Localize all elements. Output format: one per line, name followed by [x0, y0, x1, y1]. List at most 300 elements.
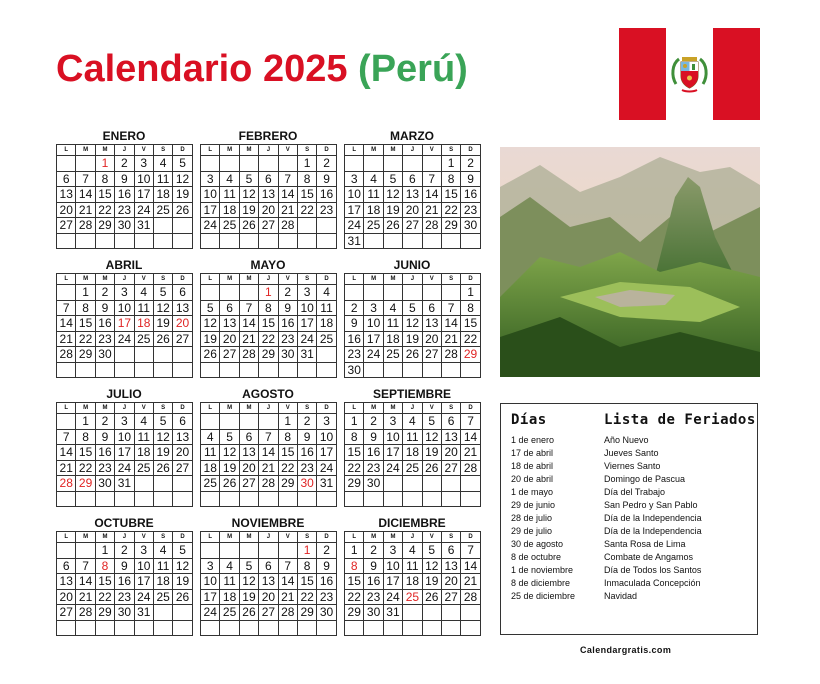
day-cell: 23 — [461, 203, 480, 219]
weekday-header: L — [57, 403, 76, 414]
day-cell: 21 — [240, 332, 259, 348]
day-cell: 6 — [240, 430, 259, 446]
weekday-header: M — [76, 274, 95, 285]
holiday-name: Día de la Independencia — [604, 526, 702, 536]
day-cell: 9 — [345, 316, 364, 332]
weekday-header: M — [364, 145, 383, 156]
holiday-day-cell: 28 — [57, 476, 76, 492]
day-cell: 7 — [259, 430, 278, 446]
day-cell: 5 — [154, 285, 173, 301]
weekday-header: J — [115, 274, 134, 285]
month-name: ENERO — [102, 129, 146, 143]
day-cell: 27 — [423, 347, 442, 363]
weekday-header: S — [442, 274, 461, 285]
empty-day-cell — [298, 234, 317, 250]
day-cell: 9 — [298, 430, 317, 446]
month-calendar — [344, 386, 480, 507]
day-cell: 24 — [201, 218, 220, 234]
weekday-header: V — [135, 532, 154, 543]
day-cell: 26 — [384, 218, 403, 234]
day-cell: 12 — [403, 316, 422, 332]
empty-day-cell — [220, 492, 239, 508]
holiday-date: 17 de abril — [511, 448, 554, 458]
day-cell: 20 — [240, 461, 259, 477]
day-cell: 25 — [135, 332, 154, 348]
day-cell: 2 — [96, 285, 115, 301]
weekday-header: D — [461, 274, 480, 285]
weekday-header: D — [461, 145, 480, 156]
day-cell: 3 — [115, 285, 134, 301]
day-cell: 13 — [259, 574, 278, 590]
day-cell: 7 — [57, 301, 76, 317]
day-cell: 23 — [298, 461, 317, 477]
day-cell: 20 — [442, 445, 461, 461]
day-cell: 11 — [154, 559, 173, 575]
day-cell: 10 — [384, 559, 403, 575]
holiday-date: 1 de noviembre — [511, 565, 574, 575]
day-cell: 23 — [317, 590, 336, 606]
day-cell: 16 — [317, 187, 336, 203]
day-cell: 6 — [442, 543, 461, 559]
day-cell: 11 — [403, 559, 422, 575]
weekday-header: J — [259, 274, 278, 285]
day-cell: 4 — [135, 285, 154, 301]
day-cell: 11 — [364, 187, 383, 203]
empty-day-cell — [403, 492, 422, 508]
month-name: AGOSTO — [242, 387, 294, 401]
day-cell: 20 — [220, 332, 239, 348]
day-cell: 8 — [259, 301, 278, 317]
day-cell: 28 — [76, 218, 95, 234]
empty-day-cell — [76, 156, 95, 172]
empty-day-cell — [76, 234, 95, 250]
empty-day-cell — [317, 234, 336, 250]
day-cell: 24 — [345, 218, 364, 234]
day-cell: 31 — [115, 476, 134, 492]
day-cell: 4 — [384, 301, 403, 317]
holiday-day-cell: 29 — [461, 347, 480, 363]
empty-day-cell — [442, 492, 461, 508]
empty-day-cell — [240, 414, 259, 430]
weekday-header: J — [115, 532, 134, 543]
empty-day-cell — [173, 347, 192, 363]
day-cell: 15 — [96, 574, 115, 590]
month-grid — [344, 144, 481, 249]
weekday-header: L — [345, 403, 364, 414]
day-cell: 11 — [384, 316, 403, 332]
weekday-header: S — [442, 403, 461, 414]
weekday-header: L — [57, 145, 76, 156]
day-cell: 21 — [259, 461, 278, 477]
weekday-header: L — [57, 532, 76, 543]
day-cell: 22 — [442, 203, 461, 219]
month-name: ABRIL — [105, 258, 143, 272]
empty-day-cell — [115, 363, 134, 379]
weekday-header: M — [240, 145, 259, 156]
day-cell: 23 — [279, 332, 298, 348]
empty-day-cell — [345, 156, 364, 172]
day-cell: 1 — [461, 285, 480, 301]
day-cell: 13 — [57, 574, 76, 590]
day-cell: 30 — [345, 363, 364, 379]
holiday-date: 29 de julio — [511, 526, 553, 536]
weekday-header: S — [154, 274, 173, 285]
day-cell: 25 — [154, 203, 173, 219]
day-cell: 20 — [259, 590, 278, 606]
empty-day-cell — [135, 476, 154, 492]
day-cell: 14 — [461, 559, 480, 575]
day-cell: 15 — [96, 187, 115, 203]
holiday-date: 1 de mayo — [511, 487, 554, 497]
day-cell: 26 — [173, 590, 192, 606]
day-cell: 28 — [57, 347, 76, 363]
day-cell: 1 — [345, 414, 364, 430]
day-cell: 9 — [317, 559, 336, 575]
weekday-header: D — [173, 532, 192, 543]
day-cell: 28 — [442, 347, 461, 363]
holiday-day-cell: 29 — [76, 476, 95, 492]
day-cell: 17 — [135, 187, 154, 203]
day-cell: 29 — [298, 605, 317, 621]
day-cell: 19 — [403, 332, 422, 348]
day-cell: 4 — [220, 172, 239, 188]
day-cell: 22 — [298, 203, 317, 219]
month-calendar — [56, 257, 192, 378]
weekday-header: L — [201, 532, 220, 543]
day-cell: 16 — [279, 316, 298, 332]
day-cell: 18 — [403, 574, 422, 590]
empty-day-cell — [135, 492, 154, 508]
holiday-day-cell: 8 — [345, 559, 364, 575]
day-cell: 9 — [461, 172, 480, 188]
month-name: SEPTIEMBRE — [372, 387, 451, 401]
day-cell: 17 — [201, 203, 220, 219]
day-cell: 23 — [115, 590, 134, 606]
holiday-day-cell: 1 — [298, 543, 317, 559]
day-cell: 26 — [154, 332, 173, 348]
empty-day-cell — [279, 621, 298, 637]
weekday-header: M — [220, 145, 239, 156]
holiday-list-panel — [500, 403, 758, 635]
day-cell: 9 — [364, 430, 383, 446]
day-cell: 11 — [403, 430, 422, 446]
empty-day-cell — [135, 234, 154, 250]
day-cell: 19 — [220, 461, 239, 477]
day-cell: 5 — [403, 301, 422, 317]
day-cell: 21 — [461, 574, 480, 590]
day-cell: 29 — [345, 605, 364, 621]
day-cell: 8 — [442, 172, 461, 188]
month-grid — [56, 273, 193, 378]
day-cell: 13 — [403, 187, 422, 203]
empty-day-cell — [384, 156, 403, 172]
empty-day-cell — [220, 543, 239, 559]
holiday-date: 8 de diciembre — [511, 578, 571, 588]
weekday-header: V — [423, 532, 442, 543]
weekday-header: J — [403, 274, 422, 285]
holiday-name: Inmaculada Concepción — [604, 578, 701, 588]
day-cell: 14 — [57, 445, 76, 461]
empty-day-cell — [403, 363, 422, 379]
empty-day-cell — [76, 492, 95, 508]
day-cell: 7 — [279, 172, 298, 188]
day-cell: 27 — [57, 218, 76, 234]
day-cell: 12 — [384, 187, 403, 203]
empty-day-cell — [384, 492, 403, 508]
day-cell: 10 — [201, 574, 220, 590]
empty-day-cell — [259, 234, 278, 250]
day-cell: 18 — [220, 203, 239, 219]
weekday-header: S — [442, 145, 461, 156]
day-cell: 7 — [76, 559, 95, 575]
day-cell: 11 — [135, 301, 154, 317]
day-cell: 13 — [442, 559, 461, 575]
day-cell: 25 — [154, 590, 173, 606]
weekday-header: J — [259, 532, 278, 543]
weekday-header: L — [345, 145, 364, 156]
day-cell: 16 — [298, 445, 317, 461]
day-cell: 3 — [384, 414, 403, 430]
day-cell: 31 — [298, 347, 317, 363]
day-cell: 27 — [259, 218, 278, 234]
weekday-header: V — [135, 403, 154, 414]
day-cell: 16 — [364, 445, 383, 461]
day-cell: 4 — [403, 414, 422, 430]
weekday-header: J — [115, 403, 134, 414]
empty-day-cell — [403, 476, 422, 492]
empty-day-cell — [423, 363, 442, 379]
empty-day-cell — [442, 605, 461, 621]
month-grid — [344, 531, 481, 636]
empty-day-cell — [220, 363, 239, 379]
weekday-header: S — [154, 145, 173, 156]
day-cell: 7 — [423, 172, 442, 188]
day-cell: 2 — [461, 156, 480, 172]
weekday-header: V — [423, 403, 442, 414]
day-cell: 19 — [423, 574, 442, 590]
day-cell: 10 — [135, 559, 154, 575]
empty-day-cell — [57, 234, 76, 250]
day-cell: 20 — [57, 590, 76, 606]
day-cell: 11 — [317, 301, 336, 317]
day-cell: 24 — [384, 461, 403, 477]
empty-day-cell — [364, 621, 383, 637]
day-cell: 16 — [364, 574, 383, 590]
empty-day-cell — [317, 347, 336, 363]
day-cell: 11 — [220, 574, 239, 590]
empty-day-cell — [423, 156, 442, 172]
weekday-header: M — [96, 532, 115, 543]
day-cell: 9 — [317, 172, 336, 188]
month-name: MAYO — [250, 258, 286, 272]
empty-day-cell — [173, 492, 192, 508]
day-cell: 18 — [201, 461, 220, 477]
month-calendar — [56, 515, 192, 636]
day-cell: 27 — [403, 218, 422, 234]
day-cell: 23 — [364, 461, 383, 477]
weekday-header: M — [384, 532, 403, 543]
weekday-header: S — [298, 532, 317, 543]
month-name: JUNIO — [393, 258, 431, 272]
day-cell: 18 — [317, 316, 336, 332]
day-cell: 7 — [442, 301, 461, 317]
empty-day-cell — [240, 543, 259, 559]
empty-day-cell — [173, 621, 192, 637]
weekday-header: M — [220, 274, 239, 285]
empty-day-cell — [298, 218, 317, 234]
empty-day-cell — [57, 363, 76, 379]
month-grid — [200, 531, 337, 636]
empty-day-cell — [220, 285, 239, 301]
day-cell: 2 — [96, 414, 115, 430]
empty-day-cell — [76, 543, 95, 559]
empty-day-cell — [384, 234, 403, 250]
day-cell: 31 — [317, 476, 336, 492]
day-cell: 9 — [96, 301, 115, 317]
empty-day-cell — [423, 234, 442, 250]
month-calendar — [200, 257, 336, 378]
empty-day-cell — [135, 621, 154, 637]
day-cell: 8 — [76, 430, 95, 446]
weekday-header: V — [279, 403, 298, 414]
day-cell: 22 — [96, 590, 115, 606]
empty-day-cell — [201, 285, 220, 301]
weekday-header: D — [317, 532, 336, 543]
day-cell: 26 — [154, 461, 173, 477]
weekday-header: D — [317, 274, 336, 285]
day-cell: 16 — [345, 332, 364, 348]
day-cell: 26 — [423, 461, 442, 477]
day-cell: 5 — [201, 301, 220, 317]
empty-day-cell — [279, 543, 298, 559]
day-cell: 17 — [384, 445, 403, 461]
empty-day-cell — [240, 492, 259, 508]
day-cell: 14 — [76, 574, 95, 590]
day-cell: 28 — [259, 476, 278, 492]
day-cell: 20 — [442, 574, 461, 590]
day-cell: 3 — [115, 414, 134, 430]
day-cell: 8 — [96, 172, 115, 188]
empty-day-cell — [201, 543, 220, 559]
holiday-name: Santa Rosa de Lima — [604, 539, 686, 549]
weekday-header: M — [364, 403, 383, 414]
day-cell: 18 — [403, 445, 422, 461]
day-cell: 19 — [240, 203, 259, 219]
day-cell: 8 — [461, 301, 480, 317]
weekday-header: D — [461, 532, 480, 543]
day-cell: 27 — [442, 590, 461, 606]
day-cell: 10 — [317, 430, 336, 446]
day-cell: 25 — [364, 218, 383, 234]
day-cell: 4 — [220, 559, 239, 575]
month-name: NOVIEMBRE — [231, 516, 305, 530]
day-cell: 26 — [220, 476, 239, 492]
day-cell: 16 — [115, 574, 134, 590]
flag-band-left — [619, 28, 666, 120]
day-cell: 11 — [135, 430, 154, 446]
day-cell: 7 — [461, 543, 480, 559]
day-cell: 26 — [240, 218, 259, 234]
day-cell: 27 — [220, 347, 239, 363]
day-cell: 12 — [201, 316, 220, 332]
empty-day-cell — [423, 285, 442, 301]
empty-day-cell — [220, 234, 239, 250]
day-cell: 24 — [201, 605, 220, 621]
day-cell: 16 — [317, 574, 336, 590]
day-cell: 18 — [135, 445, 154, 461]
day-cell: 18 — [154, 574, 173, 590]
empty-day-cell — [135, 363, 154, 379]
month-grid — [200, 144, 337, 249]
day-cell: 6 — [173, 285, 192, 301]
machu-picchu-photo — [500, 147, 760, 377]
day-cell: 29 — [96, 218, 115, 234]
empty-day-cell — [259, 543, 278, 559]
month-grid — [56, 531, 193, 636]
day-cell: 24 — [298, 332, 317, 348]
day-cell: 17 — [135, 574, 154, 590]
day-cell: 3 — [298, 285, 317, 301]
day-cell: 28 — [279, 605, 298, 621]
empty-day-cell — [345, 492, 364, 508]
empty-day-cell — [76, 621, 95, 637]
day-cell: 5 — [423, 543, 442, 559]
day-cell: 6 — [173, 414, 192, 430]
day-cell: 5 — [220, 430, 239, 446]
day-cell: 16 — [96, 316, 115, 332]
day-cell: 27 — [57, 605, 76, 621]
weekday-header: J — [403, 403, 422, 414]
empty-day-cell — [96, 621, 115, 637]
weekday-header: M — [76, 403, 95, 414]
weekday-header: D — [317, 145, 336, 156]
day-cell: 12 — [220, 445, 239, 461]
empty-day-cell — [423, 492, 442, 508]
holiday-day-cell: 1 — [96, 156, 115, 172]
day-cell: 30 — [115, 218, 134, 234]
day-cell: 28 — [461, 590, 480, 606]
day-cell: 17 — [364, 332, 383, 348]
day-cell: 22 — [298, 590, 317, 606]
day-cell: 1 — [279, 414, 298, 430]
day-cell: 18 — [364, 203, 383, 219]
day-cell: 6 — [442, 414, 461, 430]
empty-day-cell — [298, 492, 317, 508]
day-cell: 26 — [423, 590, 442, 606]
day-cell: 1 — [442, 156, 461, 172]
holiday-name: Domingo de Pascua — [604, 474, 686, 484]
day-cell: 15 — [298, 187, 317, 203]
empty-day-cell — [173, 363, 192, 379]
empty-day-cell — [442, 476, 461, 492]
day-cell: 6 — [423, 301, 442, 317]
day-cell: 22 — [259, 332, 278, 348]
day-cell: 2 — [115, 543, 134, 559]
month-calendar — [56, 128, 192, 249]
day-cell: 28 — [76, 605, 95, 621]
day-cell: 1 — [96, 543, 115, 559]
day-cell: 30 — [96, 476, 115, 492]
empty-day-cell — [115, 492, 134, 508]
empty-day-cell — [298, 363, 317, 379]
day-cell: 21 — [57, 332, 76, 348]
day-cell: 5 — [384, 172, 403, 188]
weekday-header: L — [201, 403, 220, 414]
day-cell: 24 — [135, 590, 154, 606]
day-cell: 1 — [345, 543, 364, 559]
holiday-date: 28 de julio — [511, 513, 553, 523]
day-cell: 22 — [279, 461, 298, 477]
